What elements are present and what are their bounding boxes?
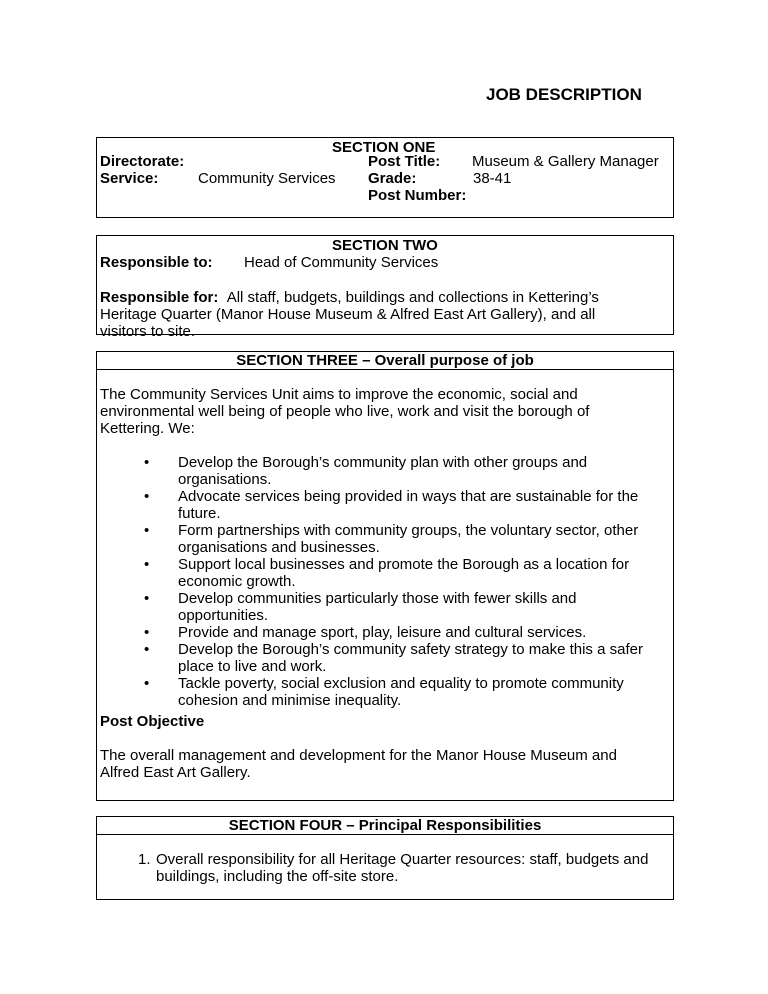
bullet-icon: • xyxy=(144,522,150,539)
service-value: Community Services xyxy=(198,170,336,187)
section-three-box xyxy=(96,351,674,801)
section-four-box xyxy=(96,816,674,900)
section-four-heading: SECTION FOUR – Principal Responsibilities xyxy=(97,817,673,835)
bullet-icon: • xyxy=(144,488,150,505)
bullet-icon: • xyxy=(144,556,150,573)
objective-line-2: Alfred East Art Gallery. xyxy=(100,764,251,781)
bullet-icon: • xyxy=(144,624,150,641)
directorate-label: Directorate: xyxy=(100,153,185,170)
post-title-label: Post Title: xyxy=(368,153,441,170)
grade-value: 38-41 xyxy=(473,170,512,187)
objective-line-1: The overall management and development for the Manor House Museum and xyxy=(100,747,617,764)
responsible-for-block xyxy=(100,289,670,340)
responsibilities-list xyxy=(100,851,670,885)
service-label: Service: xyxy=(100,170,159,187)
section-three-intro xyxy=(100,386,670,437)
post-objective-heading: Post Objective xyxy=(100,713,205,730)
list-item: • Support local businesses and promote the Borough as a location for economic growth. xyxy=(144,556,630,590)
list-item: • Tackle poverty, social exclusion and equality to promote community cohesion and minimise inequality. xyxy=(144,675,624,709)
grade-label: Grade: xyxy=(368,170,417,187)
purpose-bullet-list xyxy=(100,454,670,709)
responsible-to-label: Responsible to: xyxy=(100,254,213,271)
section-three-heading: SECTION THREE – Overall purpose of job xyxy=(97,352,673,370)
item-number: 1. xyxy=(138,851,151,868)
list-item: • Develop the Borough’s community plan with other groups and organisations. xyxy=(144,454,588,488)
responsible-for-value-3: visitors to site. xyxy=(100,323,196,340)
section-one-box xyxy=(96,137,674,218)
post-number-label: Post Number: xyxy=(368,187,467,204)
section-two-heading: SECTION TWO xyxy=(332,237,438,254)
bullet-icon: • xyxy=(144,590,150,607)
section-one-heading: SECTION ONE xyxy=(332,139,436,156)
responsible-for-label: Responsible for: xyxy=(100,289,219,306)
document-title: JOB DESCRIPTION xyxy=(486,85,642,104)
list-item: • Form partnerships with community groups, the voluntary sector, other organisations and businesses. xyxy=(144,522,639,556)
responsible-for-value-2: Heritage Quarter (Manor House Museum & Alfred East Art Gallery), and all xyxy=(100,306,596,323)
intro-line-2: environmental well being of people who live, work and visit the borough of xyxy=(100,403,590,420)
list-item: • Develop the Borough’s community safety strategy to make this a safer place to live and work. xyxy=(144,641,643,675)
bullet-icon: • xyxy=(144,675,150,692)
intro-line-3: Kettering. We: xyxy=(100,420,195,437)
responsible-for-value-1: All staff, budgets, buildings and collections in Kettering’s xyxy=(226,289,599,306)
list-item: • Advocate services being provided in ways that are sustainable for the future. xyxy=(144,488,639,522)
bullet-icon: • xyxy=(144,454,150,471)
bullet-icon: • xyxy=(144,641,150,658)
post-title-value: Museum & Gallery Manager xyxy=(472,153,659,170)
responsible-to-value: Head of Community Services xyxy=(244,254,439,271)
list-item: • Provide and manage sport, play, leisure and cultural services. xyxy=(144,624,587,641)
list-item: • Develop communities particularly those with fewer skills and opportunities. xyxy=(144,590,577,624)
section-two-box xyxy=(96,235,674,340)
list-item: 1. Overall responsibility for all Heritage Quarter resources: staff, budgets and buildings, including the off-site store. xyxy=(138,851,649,885)
post-objective-text xyxy=(100,747,670,781)
intro-line-1: The Community Services Unit aims to improve the economic, social and xyxy=(100,386,578,403)
